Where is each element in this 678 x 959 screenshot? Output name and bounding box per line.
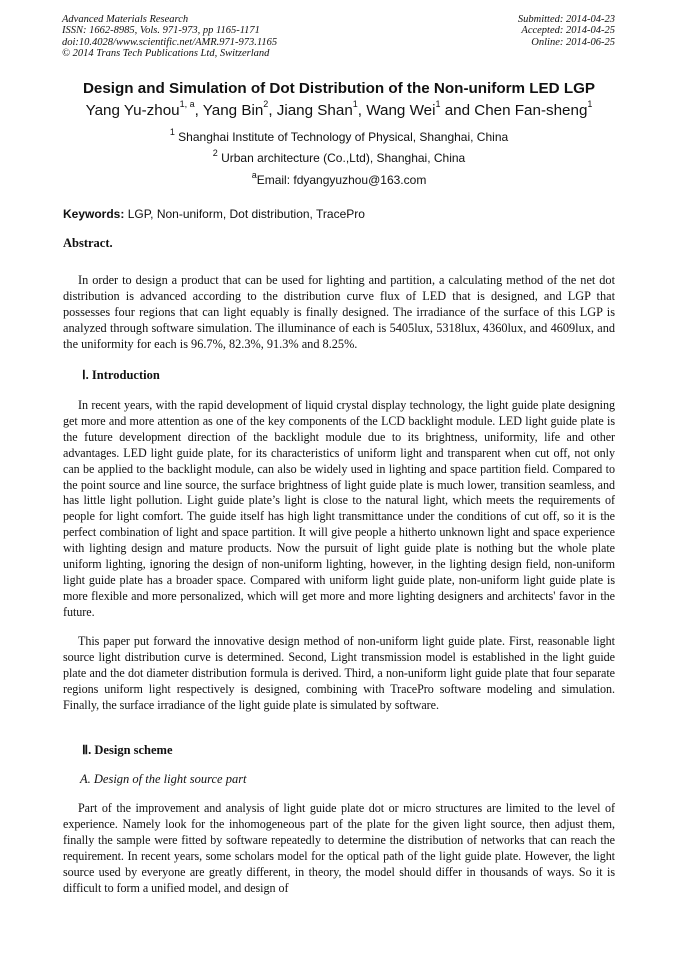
section-1-heading: Ⅰ. Introduction (82, 368, 160, 382)
keywords (63, 207, 365, 221)
affiliation-mark: 2 (212, 148, 218, 158)
journal-info (62, 14, 277, 60)
author-affiliation-mark: 1 (587, 99, 593, 109)
submitted-date: Submitted: 2014-04-23 (517, 14, 615, 25)
author-separator: , (357, 102, 367, 119)
author-affiliation-mark: 1 (352, 99, 358, 109)
author-email (0, 170, 678, 187)
section-1-paragraph-1: In recent years, with the rapid development of liquid crystal display technology, the light guide plate designing get more and more attention as one of the key components of the LCD backlight module. LED light guide plate is the future development direction of the backlight module due to its brightness, uniformity, life and other advantages. LED light guide plate, for its characteristics of uniform light and transparent when cut off, not only can be applied to the backlight module, can also be widely used in lighting and space partition field. Compared to the point source and line source, the surface brightness of light guide plate is much lower, transition seamless, and has little light pollution. Light guide plate’s light is close to the natural light, which meets the requirements of people for light comfort. The guide itself has high light transmittance under the conditions of cut off, so it is the perfect combination of light and space partition. It will give people a hitherto unknown light and space experience with lighting design and mature products. Now the pursuit of light guide plate is nothing but the whole plate uniform lighting, ignoring the design of non-uniform lighting, however, in the lighting design field, non-uniform light guide plate has a broader space. Compared with uniform light guide plate, non-uniform light guide plate is more flexible and more personalized, which will get more and more lighting designers and architects' favor in the future. (63, 398, 615, 619)
abstract-heading: Abstract. (63, 236, 113, 250)
section-2-subheading: A. Design of the light source part (80, 772, 247, 786)
email-text: Email: fdyangyuzhou@163.com (256, 173, 427, 187)
abstract-text: In order to design a product that can be used for lighting and partition, a calculating method of the net dot distribution is advanced according to the distribution curve flux of LED that is designed, and LGP that possesses four regions that can light equably is finally designed. The irradiance of the surface of this LGP is analyzed through software simulation. The illuminance of each is 5405lux, 5318lux, 4360lux, and 4609lux, and the uniformity for each is 96.7%, 82.3%, 91.3% and 8.25%. (63, 273, 615, 351)
author-separator: , (268, 102, 277, 119)
section-2-paragraph-1: Part of the improvement and analysis of light guide plate dot or micro structures are limited to the level of experience. Namely look for the inhomogeneous part of the plate for the given light source, then adjust them, finally the sample were fitted by software repeatedly to determine the distribution of networks that can reach the requirement. In recent years, some scholars model for the optical path of the light guide plate. However, the light source used by everyone are greatly different, in theory, the model should differ in thousands of ways. So it is difficult to form a unified model, and design of (63, 801, 615, 895)
accepted-date: Accepted: 2014-04-25 (521, 25, 615, 37)
author-list (0, 99, 678, 119)
author-name: Yang Bin (202, 102, 264, 119)
section-1-paragraph-2: This paper put forward the innovative design method of non-uniform light guide plate. First, reasonable light source light distribution curve is determined. Second, Light transmission model is established in the light guide plate and the dot diameter distribution formula is derived. Third, a non-uniform light guide plate that four separate regions uniform light respectively is designed, combining with TracePro software modeling and simulation. Finally, the surface irradiance of the light guide plate is simulated by software. (63, 634, 615, 712)
author-separator: and (440, 102, 475, 119)
affiliation-1 (0, 127, 678, 144)
submission-dates (518, 14, 615, 48)
author-name: Yang Yu-zhou (85, 102, 180, 119)
section-2-heading: Ⅱ. Design scheme (82, 743, 173, 757)
author-name: Chen Fan-sheng (474, 102, 588, 119)
issn-line: ISSN: 1662-8985, Vols. 971-973, pp 1165-1171 (62, 25, 260, 37)
author-name: Wang Wei (366, 102, 436, 119)
paper-title: Design and Simulation of Dot Distribution of the Non-uniform LED LGP (82, 80, 596, 97)
affiliation-text: Urban architecture (Co.,Ltd), Shanghai, China (217, 151, 466, 165)
online-date: Online: 2014-06-25 (531, 36, 615, 48)
author-name: Jiang Shan (276, 102, 353, 119)
email-mark: a (251, 170, 257, 180)
keywords-label: Keywords: (63, 207, 125, 221)
author-affiliation-mark: 2 (263, 99, 269, 109)
copyright-line: © 2014 Trans Tech Publications Ltd, Switzerland (62, 48, 270, 60)
affiliation-mark: 1 (169, 127, 175, 137)
doi-line: doi:10.4028/www.scientific.net/AMR.971-973.1165 (62, 36, 278, 48)
affiliation-2 (0, 148, 678, 165)
affiliation-text: Shanghai Institute of Technology of Physical, Shanghai, China (174, 130, 509, 144)
author-affiliation-mark: 1, a (179, 99, 195, 109)
keywords-text: LGP, Non-uniform, Dot distribution, TracePro (124, 207, 365, 221)
journal-name: Advanced Materials Research (62, 14, 189, 25)
author-affiliation-mark: 1 (435, 99, 441, 109)
author-separator: , (194, 102, 203, 119)
